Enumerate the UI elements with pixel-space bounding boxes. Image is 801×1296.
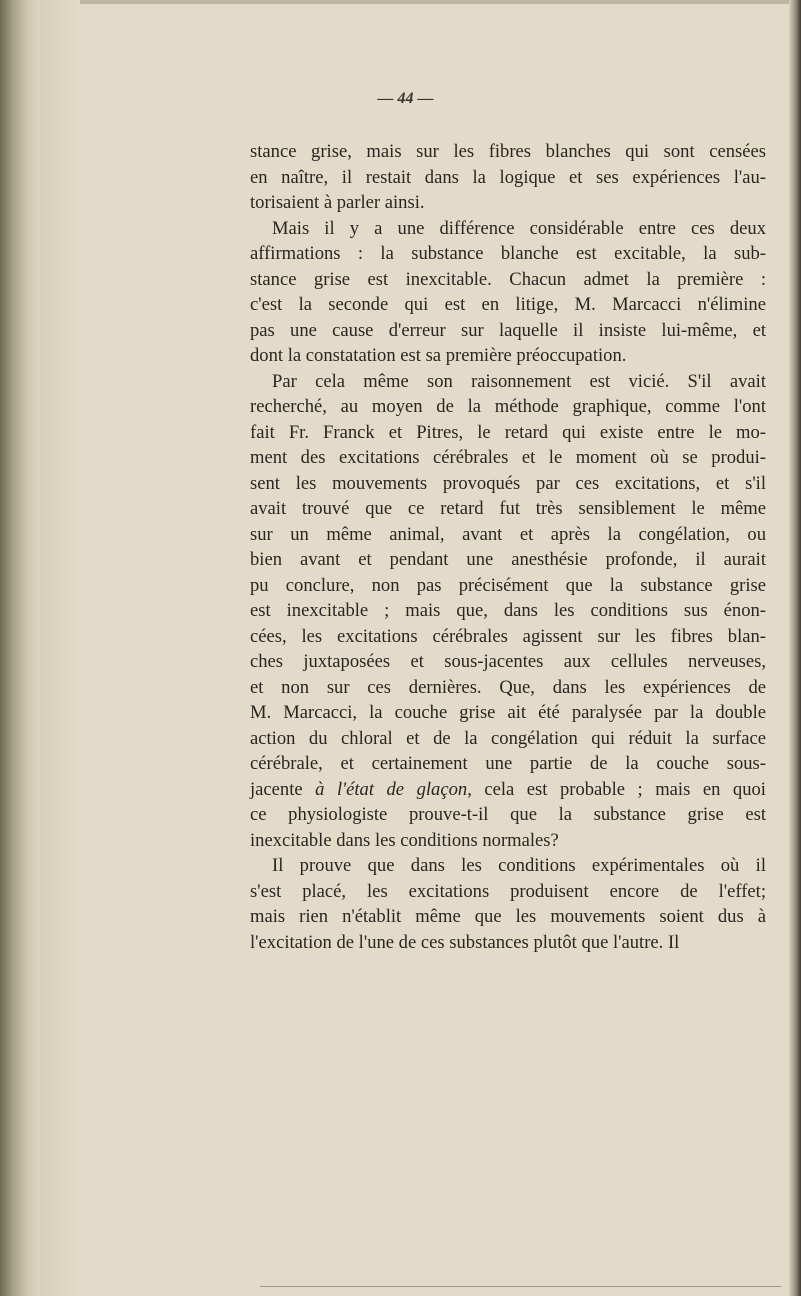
page-top-edge xyxy=(80,0,789,4)
text-line: Mais il y a une différence considérable entre ces deux xyxy=(272,217,766,239)
text-line: sur un même animal, avant et après la congélation, ou xyxy=(250,523,766,545)
text-line: en naître, il restait dans la logique et ses expériences l'au- xyxy=(250,166,766,188)
text-line: bien avant et pendant une anesthésie profonde, il aurait xyxy=(250,549,766,571)
text-line: ches juxtaposées et sous-jacentes aux cellules nerveuses, xyxy=(250,651,766,673)
text-line: recherché, au moyen de la méthode graphique, comme l'ont xyxy=(250,396,766,418)
text-segment: jacente xyxy=(250,778,316,800)
text-line: pu conclure, non pas précisément que la substance grise xyxy=(250,574,766,596)
page-edge xyxy=(789,0,801,1296)
text-line: cérébrale, et certainement une partie de la couche sous- xyxy=(250,753,766,775)
italic-phrase: à l'état de glaçon xyxy=(315,778,468,800)
text-line: action du chloral et de la congélation qui réduit la surface xyxy=(250,727,766,749)
text-line: ce physiologiste prouve-t-il que la substance grise est xyxy=(250,804,766,826)
text-line: c'est la seconde qui est en litige, M. Marcacci n'élimine xyxy=(250,294,766,316)
page-gutter xyxy=(40,0,80,1296)
text-line: avait trouvé que ce retard fut très sensiblement le même xyxy=(250,498,766,520)
text-line: M. Marcacci, la couche grise ait été paralysée par la double xyxy=(250,702,766,724)
text-line xyxy=(250,777,766,803)
text-line: est inexcitable ; mais que, dans les conditions sus énon- xyxy=(250,600,766,622)
text-line: inexcitable dans les conditions normales? xyxy=(250,829,559,851)
text-line: l'excitation de l'une de ces substances plutôt que l'autre. Il xyxy=(250,931,680,953)
text-line: pas une cause d'erreur sur laquelle il insiste lui-même, et xyxy=(250,319,766,341)
page-bottom-edge xyxy=(260,1286,781,1287)
text-line: cées, les excitations cérébrales agissent sur les fibres blan- xyxy=(250,625,766,647)
text-line: Par cela même son raisonnement est vicié. S'il avait xyxy=(272,370,766,392)
text-segment: , cela est probable ; mais en quoi xyxy=(467,778,766,800)
body-text xyxy=(250,139,766,956)
text-line: stance grise est inexcitable. Chacun admet la première : xyxy=(250,268,766,290)
text-line: et non sur ces dernières. Que, dans les expériences de xyxy=(250,676,766,698)
text-line: sent les mouvements provoqués par ces excitations, et s'il xyxy=(250,472,766,494)
text-line: torisaient à parler ainsi. xyxy=(250,192,425,214)
page-number: — 44 — xyxy=(377,90,434,107)
text-line: mais rien n'établit même que les mouvements soient dus à xyxy=(250,906,766,928)
text-line: s'est placé, les excitations produisent encore de l'effet; xyxy=(250,880,766,902)
text-line: stance grise, mais sur les fibres blanches qui sont censées xyxy=(250,141,766,162)
book-binding xyxy=(0,0,40,1296)
text-line: ment des excitations cérébrales et le moment où se produi- xyxy=(250,447,766,469)
text-line: fait Fr. Franck et Pitres, le retard qui existe entre le mo- xyxy=(250,421,766,443)
text-line: Il prouve que dans les conditions expérimentales où il xyxy=(272,855,766,877)
text-line: dont la constatation est sa première préoccupation. xyxy=(250,345,627,367)
text-line: affirmations : la substance blanche est excitable, la sub- xyxy=(250,243,766,265)
